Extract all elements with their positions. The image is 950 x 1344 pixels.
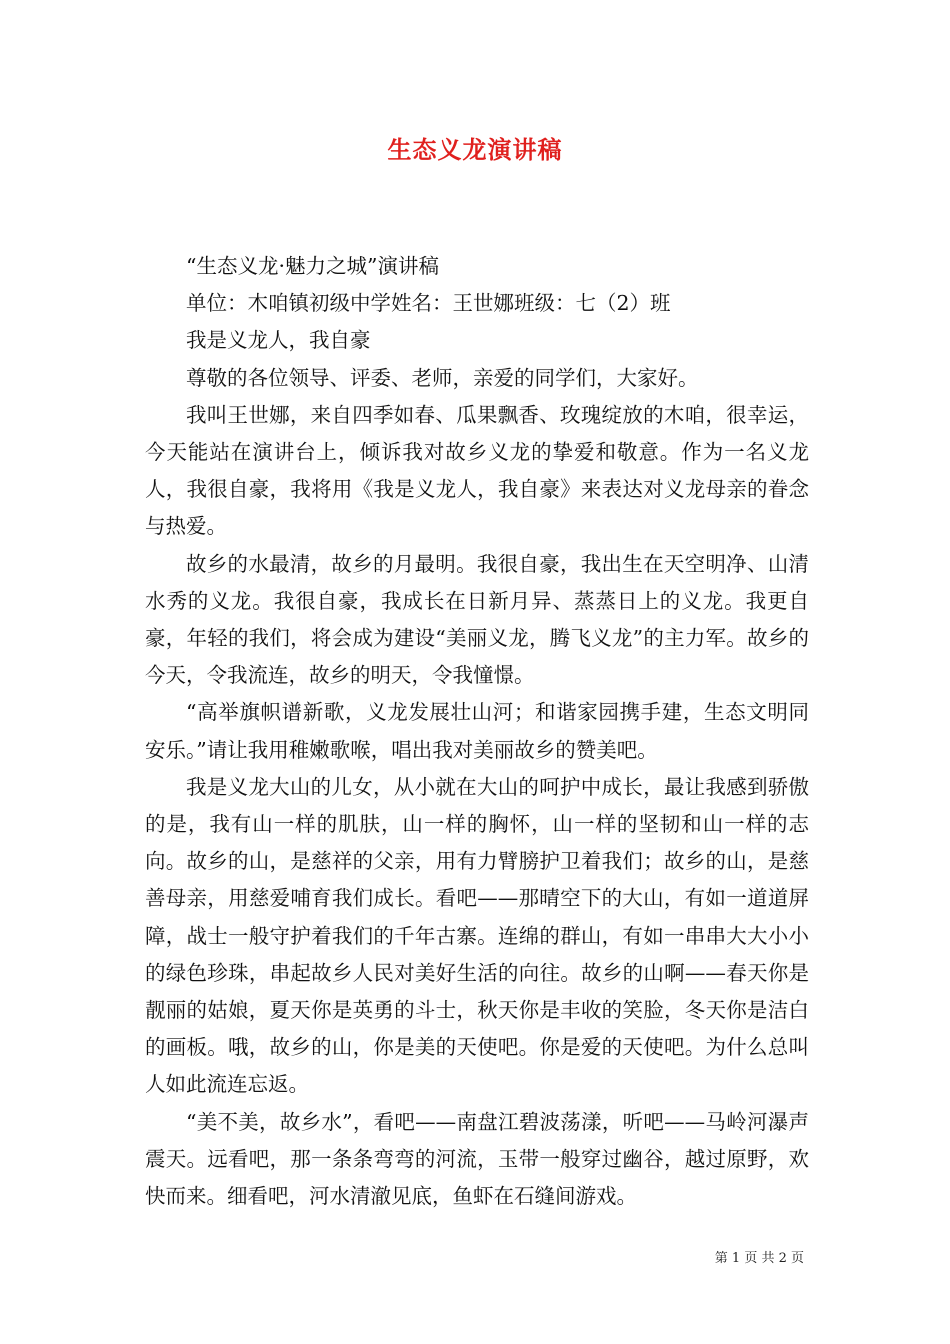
intro-paragraph: 我叫王世娜，来自四季如春、瓜果飘香、玫瑰绽放的木咱，很幸运，今天能站在演讲台上，倾诉我对故乡义龙的挚爱和敬意。作为一名义龙人，我很自豪，我将用《我是义龙人，我自豪》来表达对义龙母亲的眷念与热爱。 xyxy=(145,402,809,539)
mountain-paragraph: 我是义龙大山的儿女，从小就在大山的呵护中成长，最让我感到骄傲的是，我有山一样的肌肤，山一样的胸怀，山一样的坚韧和山一样的志向。故乡的山，是慈祥的父亲，用有力臂膀护卫着我们；故乡的山，是慈善母亲，用慈爱哺育我们成长。看吧——那晴空下的大山，有如一道道屏障，战士一般守护着我们的千年古寨。连绵的群山，有如一串串大大小小的绿色珍珠，串起故乡人民对美好生活的向往。故乡的山啊——春天你是靓丽的姑娘，夏天你是英勇的斗士，秋天你是丰收的笑脸，冬天你是洁白的画板。哦，故乡的山，你是美的天使吧。你是爱的天使吧。为什么总叫人如此流连忘返。 xyxy=(145,774,809,1097)
speech-heading: “生态义龙·魅力之城”演讲稿 xyxy=(186,254,439,278)
song-paragraph: “高举旗帜谱新歌，义龙发展壮山河；和谐家园携手建，生态文明同安乐。”请让我用稚嫩歌喉，唱出我对美丽故乡的赞美吧。 xyxy=(145,700,809,762)
water-paragraph: “美不美，故乡水”，看吧——南盘江碧波荡漾，听吧——马岭河瀑声震天。远看吧，那一条条弯弯的河流，玉带一般穿过幽谷，越过原野，欢快而来。细看吧，河水清澈见底，鱼虾在石缝间游戏。 xyxy=(145,1109,809,1209)
page-number: 第 1 页 共 2 页 xyxy=(714,1251,804,1266)
document-body xyxy=(145,248,809,1215)
document-title: 生态义龙演讲稿 xyxy=(387,135,563,164)
greeting-paragraph: 尊敬的各位领导、评委、老师，亲爱的同学们，大家好。 xyxy=(186,365,699,390)
author-info: 单位：木咱镇初级中学姓名：王世娜班级：七（2）班 xyxy=(186,291,671,316)
speech-subtitle: 我是义龙人，我自豪 xyxy=(186,328,371,353)
hometown-paragraph: 故乡的水最清，故乡的月最明。我很自豪，我出生在天空明净、山清水秀的义龙。我很自豪，我成长在日新月异、蒸蒸日上的义龙。我更自豪，年轻的我们，将会成为建设“美丽义龙，腾飞义龙”的主力军。故乡的今天，令我流连，故乡的明天，令我憧憬。 xyxy=(145,551,809,688)
